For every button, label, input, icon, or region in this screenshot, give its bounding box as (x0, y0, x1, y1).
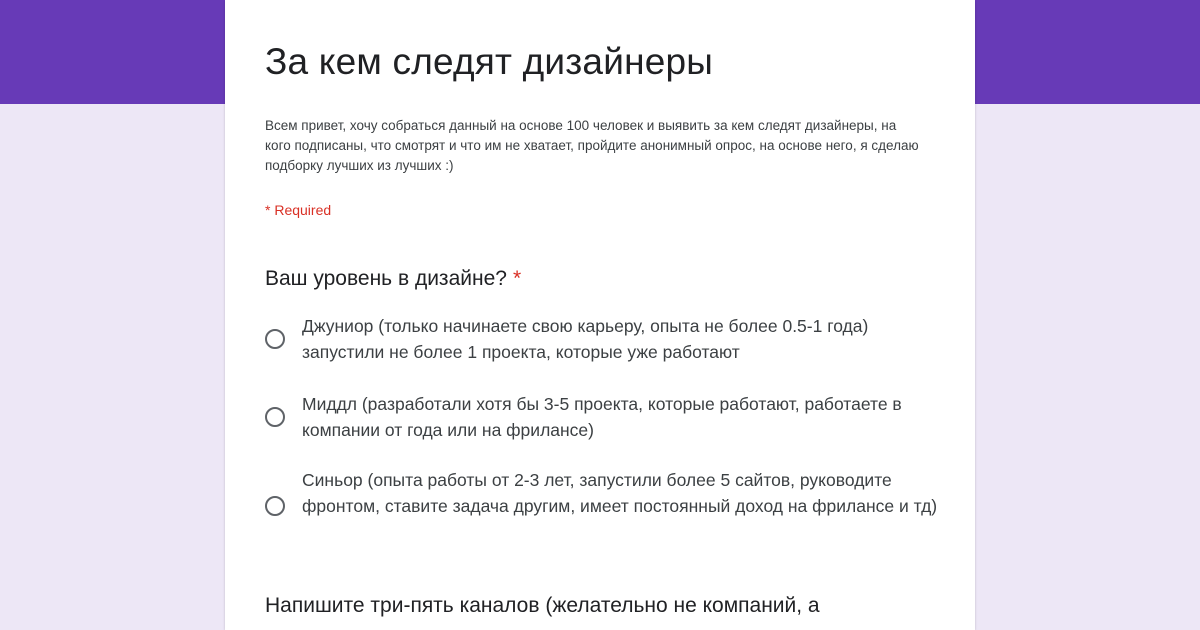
radio-button[interactable] (265, 496, 285, 516)
radio-button[interactable] (265, 329, 285, 349)
form-card (225, 0, 975, 630)
radio-option-label: Синьор (опыта работы от 2-3 лет, запустили более 5 сайтов, руководите фронтом, ставите задача другим, имеет постоянный доход на фрилансе и тд) (302, 470, 938, 516)
question-title-level (265, 264, 521, 294)
required-asterisk: * (512, 267, 522, 290)
required-note: * Required (265, 202, 332, 218)
question-title-text: Ваш уровень в дизайне? (265, 267, 507, 290)
form-description: Всем привет, хочу собраться данный на основе 100 человек и выявить за кем следят дизайнеры, на кого подписаны, что смотрят и что им не хватает, пройдите анонимный опрос, на основе него, я сделаю подборку лучших из лучших :) (265, 118, 919, 173)
radio-option-label: Джуниор (только начинаете свою карьеру, опыта не более 0.5-1 года) запустили не более 1 проекта, которые уже работают (302, 316, 869, 362)
form-title: За кем следят дизайнеры (265, 41, 714, 82)
radio-button[interactable] (265, 407, 285, 427)
question-title-channels: Напишите три-пять каналов (желательно не компаний, а (265, 594, 820, 617)
radio-option-label: Миддл (разработали хотя бы 3-5 проекта, которые работают, работаете в компании от года или на фрилансе) (302, 394, 902, 440)
